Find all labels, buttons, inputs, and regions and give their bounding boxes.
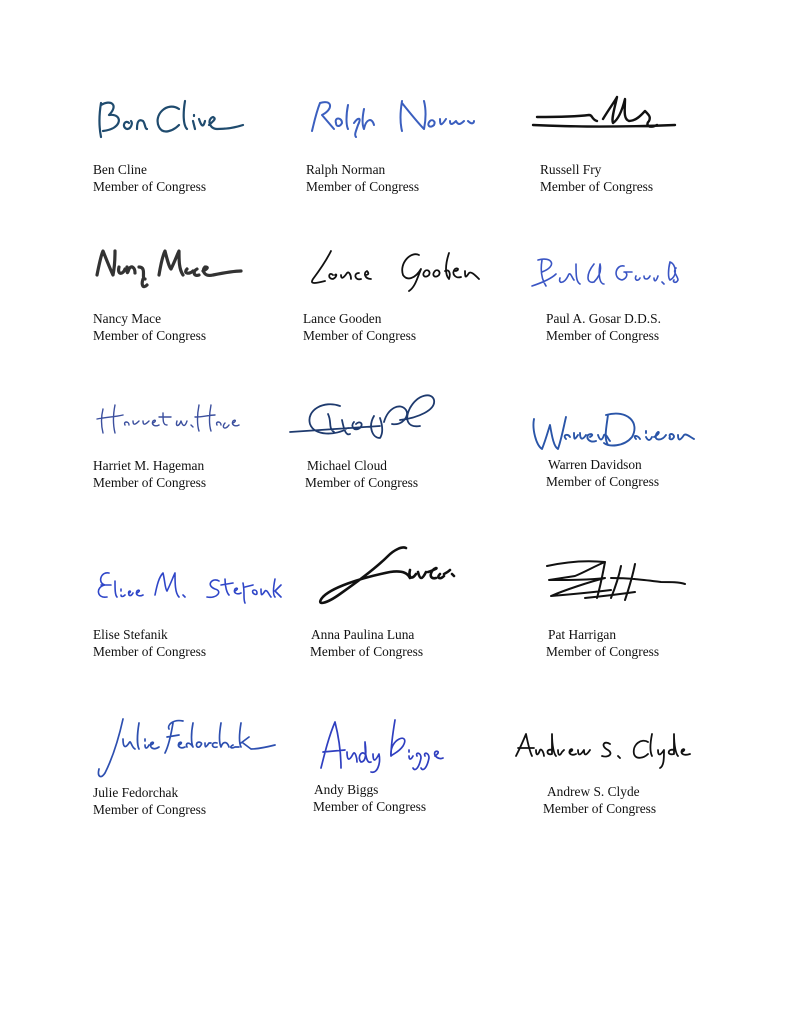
signatory-title: Member of Congress [546, 328, 660, 343]
signatory-title: Member of Congress [310, 644, 424, 659]
signatory-title: Member of Congress [546, 474, 660, 489]
signature-ralph-norman [306, 95, 476, 140]
signatory-title: Member of Congress [546, 644, 660, 659]
signatory-name: Elise Stefanik [93, 627, 168, 642]
signatory-title: Member of Congress [93, 475, 207, 490]
signatory-title: Member of Congress [540, 179, 654, 194]
signatory-name: Russell Fry [540, 162, 602, 177]
signatory-title: Member of Congress [543, 801, 657, 816]
signatory-title: Member of Congress [93, 328, 207, 343]
signature-russell-fry [533, 95, 683, 140]
signatory-title: Member of Congress [305, 475, 419, 490]
signature-ben-cline [93, 95, 253, 147]
signatory-name: Julie Fedorchak [93, 785, 179, 800]
signatory-title: Member of Congress [93, 644, 207, 659]
signature-lance-gooden [303, 245, 493, 295]
signatory-name: Paul A. Gosar D.D.S. [546, 311, 661, 326]
signatory-name: Ralph Norman [306, 162, 386, 177]
signature-elise-stefanik [93, 563, 283, 608]
signature-nancy-mace [93, 245, 253, 295]
signature-andrew-clyde [514, 726, 694, 776]
signatory-name: Ben Cline [93, 162, 147, 177]
signature-pat-harrigan [545, 558, 695, 608]
signature-paul-gosar [532, 254, 682, 294]
signatory-name: Andy Biggs [314, 782, 379, 797]
signature-julie-fedorchak [93, 717, 283, 782]
signatory-title: Member of Congress [313, 799, 427, 814]
signatory-title: Member of Congress [306, 179, 420, 194]
signatory-name: Harriet M. Hageman [93, 458, 205, 473]
signatory-name: Nancy Mace [93, 311, 162, 326]
signature-michael-cloud [288, 392, 448, 452]
signatory-name: Lance Gooden [303, 311, 382, 326]
signatory-title: Member of Congress [303, 328, 417, 343]
signature-harriet-hageman [93, 395, 243, 440]
signatory-name: Pat Harrigan [548, 627, 617, 642]
signatory-name: Warren Davidson [548, 457, 642, 472]
signatory-name: Michael Cloud [307, 458, 387, 473]
signatory-name: Andrew S. Clyde [547, 784, 640, 799]
signatory-title: Member of Congress [93, 179, 207, 194]
signature-anna-paulina-luna [310, 540, 470, 610]
signature-andy-biggs [315, 712, 455, 777]
signatory-name: Anna Paulina Luna [311, 627, 415, 642]
signatory-title: Member of Congress [93, 802, 207, 817]
signature-warren-davidson [528, 405, 698, 455]
